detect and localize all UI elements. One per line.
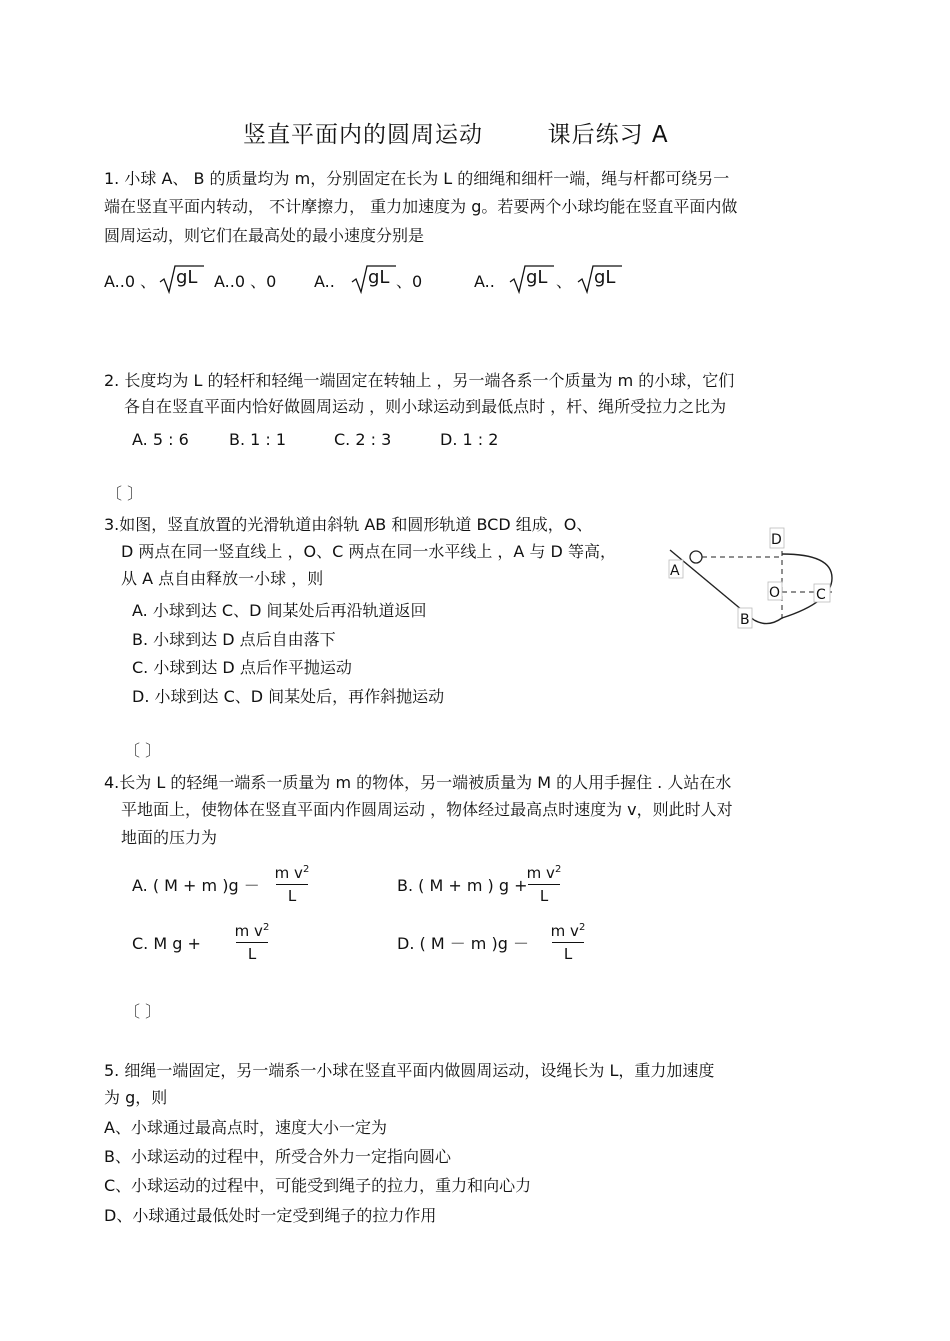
sqrt-text: gL [594, 267, 616, 288]
q5-line2: 为 g，则 [104, 1088, 168, 1107]
q1-option-c-sqrt [350, 264, 398, 294]
sqrt-text: gL [176, 267, 198, 288]
q1-line2: 端在竖直平面内转动， 不计摩擦力， 重力加速度为 g。若要两个小球均能在竖直平面内做 [104, 197, 738, 216]
q1-line3: 圆周运动，则它们在最高处的最小速度分别是 [104, 226, 425, 245]
frac-den: L [247, 945, 257, 963]
q4-option-a-fraction [272, 861, 312, 905]
q3-answer-bracket: 〔 〕 [124, 741, 162, 760]
q1-option-c-prefix: A.. [314, 272, 335, 291]
q4-line1: 4.长为 L 的轻绳一端系一质量为 m 的物体，另一端被质量为 M 的人用手握住 . 人站在水 [104, 773, 732, 792]
ball-icon [690, 551, 702, 563]
q3-option-b: B. 小球到达 D 点后自由落下 [132, 630, 336, 649]
label-b: B [740, 612, 750, 628]
q2-option-b: B. 1 : 1 [229, 430, 287, 449]
q5-option-c: C、小球运动的过程中，可能受到绳子的拉力，重力和向心力 [104, 1176, 532, 1195]
q2-option-c: C. 2 : 3 [334, 430, 392, 449]
q1-option-a-prefix: A..0 、 [104, 272, 157, 291]
q4-option-d-fraction [548, 919, 588, 963]
track-diagram [660, 520, 840, 635]
frac-num: m v [550, 922, 579, 940]
frac-num: m v [274, 864, 303, 882]
frac-num: m v [234, 922, 263, 940]
sqrt-text: gL [526, 267, 548, 288]
q2-option-d: D. 1 : 2 [440, 430, 499, 449]
frac-den: L [563, 945, 573, 963]
label-d: D [771, 532, 782, 548]
q4-option-c-fraction [232, 919, 272, 963]
q4-option-b-fraction [524, 861, 564, 905]
frac-num: m v [526, 864, 555, 882]
q4-option-c: C. M g + [132, 934, 201, 953]
q1-option-d-prefix: A.. [474, 272, 495, 291]
frac-sup: 2 [554, 864, 562, 875]
page-title [243, 120, 669, 150]
q4-option-d: D. ( M － m )g － [397, 934, 529, 953]
q1-option-a-sqrt [158, 264, 206, 294]
q4-answer-bracket: 〔 〕 [124, 1002, 162, 1021]
frac-sup: 2 [578, 922, 586, 933]
q1-option-d-sqrt1 [508, 264, 556, 294]
label-o: O [769, 585, 781, 601]
q5-option-d: D、小球通过最低处时一定受到绳子的拉力作用 [104, 1206, 437, 1225]
q3-option-c: C. 小球到达 D 点后作平抛运动 [132, 658, 352, 677]
title-main: 竖直平面内的圆周运动 [243, 122, 483, 148]
frac-den: L [287, 887, 297, 905]
q5-option-a: A、小球通过最高点时，速度大小一定为 [104, 1118, 387, 1137]
q4-line2: 平地面上，使物体在竖直平面内作圆周运动 ，物体经过最高点时速度为 v，则此时人对 [121, 800, 733, 819]
q1-line1: 1. 小球 A、 B 的质量均为 m，分别固定在长为 L 的细绳和细杆一端，绳与杆都可绕另一 [104, 169, 730, 188]
frac-sup: 2 [262, 922, 270, 933]
q4-option-b: B. ( M + m ) g + [397, 876, 528, 895]
q1-option-d-mid: 、 [556, 272, 573, 291]
q3-line2: D 两点在同一竖直线上 ，O、C 两点在同一水平线上 ，A 与 D 等高， [121, 542, 616, 561]
q3-option-a: A. 小球到达 C、D 间某处后再沿轨道返回 [132, 601, 427, 620]
q3-line3: 从 A 点自由释放一小球 ，则 [121, 569, 324, 588]
q3-option-d: D. 小球到达 C、D 间某处后，再作斜抛运动 [132, 687, 445, 706]
label-a: A [670, 563, 680, 579]
q1-option-c-suffix: 、0 [396, 272, 423, 291]
q4-option-a: A. ( M + m )g － [132, 876, 260, 895]
frac-sup: 2 [302, 864, 310, 875]
q1-option-b: A..0 、0 [214, 272, 277, 291]
frac-den: L [539, 887, 549, 905]
q1-option-d-sqrt2 [576, 264, 624, 294]
q2-line2: 各自在竖直平面内恰好做圆周运动 ，则小球运动到最低点时 ，杆、绳所受拉力之比为 [124, 397, 727, 416]
q4-line3: 地面的压力为 [121, 828, 218, 847]
q3-line1: 3.如图，竖直放置的光滑轨道由斜轨 AB 和圆形轨道 BCD 组成，O、 [104, 515, 593, 534]
q5-option-b: B、小球运动的过程中，所受合外力一定指向圆心 [104, 1147, 451, 1166]
sqrt-text: gL [368, 267, 390, 288]
q2-answer-bracket: 〔 〕 [106, 484, 144, 503]
q2-line1: 2. 长度均为 L 的轻杆和轻绳一端固定在转轴上 ，另一端各系一个质量为 m 的小球，它们 [104, 371, 735, 390]
q5-line1: 5. 细绳一端固定，另一端系一小球在竖直平面内做圆周运动，设绳长为 L，重力加速度 [104, 1061, 715, 1080]
q2-option-a: A. 5 : 6 [132, 430, 189, 449]
title-sub: 课后练习 A [547, 122, 669, 148]
label-c: C [816, 587, 826, 603]
